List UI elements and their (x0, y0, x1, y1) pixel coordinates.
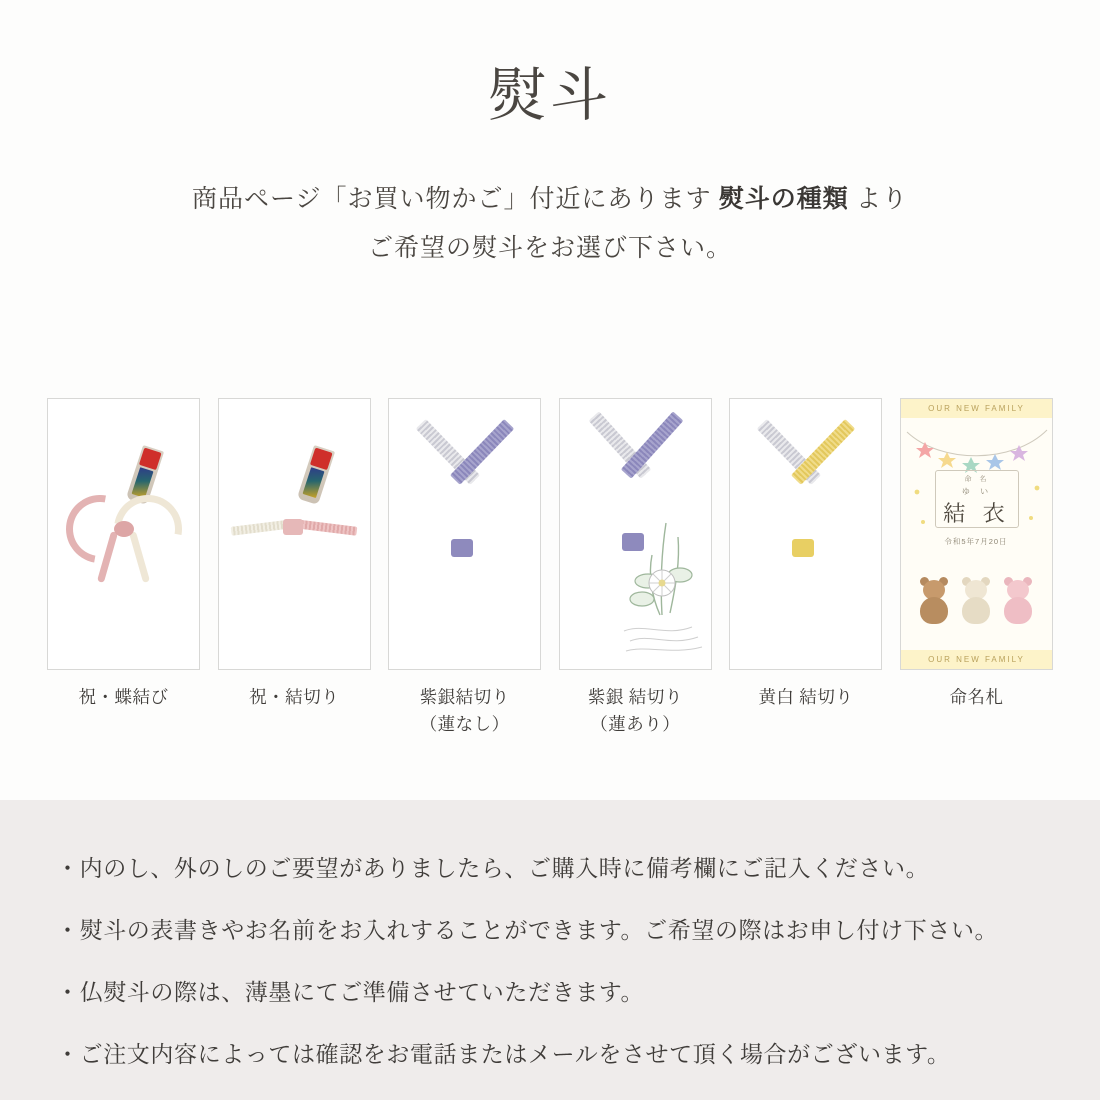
noshi-caption (588, 684, 683, 738)
mizuhiki-center-knot (792, 539, 814, 557)
lead-line-1-post: より (848, 186, 909, 213)
noshi-card-image (218, 398, 371, 670)
musubikiri-knot-icon (219, 399, 370, 669)
meimeifuda-name-frame (935, 470, 1019, 528)
musubikiri-knot-icon (389, 399, 540, 669)
bow-center-knot (114, 521, 134, 537)
lead-line-1-pre: 商品ページ「お買い物かご」付近にあります (191, 186, 719, 213)
noshi-card-image (559, 398, 712, 670)
noshi-sample-shigin-hasu-ari[interactable] (558, 398, 713, 738)
noshi-caption-line-2: （蓮あり） (590, 714, 681, 735)
noshi-caption (79, 684, 169, 711)
noshi-sample-list (46, 398, 1054, 738)
bear-pink (1001, 580, 1035, 624)
noshi-card-image (900, 398, 1053, 670)
noshi-caption-line-1: 黄白 結切り (758, 687, 854, 707)
mizuhiki-center-knot (451, 539, 473, 557)
bear-brown (917, 580, 951, 624)
noshi-caption-line-1: 紫銀結切り (419, 687, 510, 707)
note-item: ・熨斗の表書きやお名前をお入れすることができます。ご希望の際はお申し付け下さい。 (56, 917, 999, 943)
bow-knot-icon (64, 491, 184, 581)
noshi-sample-kiiro-shiro[interactable] (728, 398, 883, 738)
note-item: ・内のし、外のしのご要望がありましたら、ご購入時に備考欄にご記入ください。 (56, 856, 930, 881)
noshi-caption-line-2: （蓮なし） (419, 714, 510, 735)
meimeifuda-ribbon-bottom: OUR NEW FAMILY (901, 650, 1052, 669)
noshi-sample-iwai-musubikiri[interactable] (217, 398, 372, 738)
meimeifuda-label-top: 命 名 (964, 476, 990, 483)
meimeifuda-body (901, 418, 1052, 650)
noshi-caption-line-1: 祝・蝶結び (78, 687, 169, 707)
lead-line-1-strong: 熨斗の種類 (718, 186, 849, 213)
notes-section (0, 800, 1100, 1100)
noshi-caption-line-1: 紫銀 結切り (587, 687, 683, 707)
mizuhiki-v-right (791, 419, 855, 485)
noshi-sample-iwai-chomusubi[interactable] (46, 398, 201, 738)
note-item: ・仏熨斗の際は、薄墨にてご準備させていただきます。 (56, 979, 645, 1005)
noshi-caption-line-1: 祝・結切り (249, 687, 340, 707)
lead-text (0, 176, 1100, 274)
noshi-caption (758, 684, 853, 711)
noshi-caption-line-1: 命名札 (949, 687, 1004, 707)
noshi-sample-shigin-hasu-nashi[interactable] (387, 398, 542, 738)
meimeifuda-name: 結 衣 (943, 501, 1011, 526)
mizuhiki-v-right (450, 419, 514, 485)
bear-cream (959, 580, 993, 624)
mizuhiki-band-right (294, 519, 357, 535)
noshi-caption (249, 684, 339, 711)
teddy-bears-icon (917, 570, 1035, 624)
meimeifuda-ribbon-top: OUR NEW FAMILY (901, 399, 1052, 418)
note-item: ・ご注文内容によっては確認をお電話またはメールをさせて頂く場合がございます。 (56, 1041, 951, 1067)
noshi-card-image (388, 398, 541, 670)
lotus-flower-icon (622, 519, 708, 659)
lead-line-1 (0, 176, 1100, 225)
noshi-card-image (729, 398, 882, 670)
noshi-caption (949, 684, 1003, 711)
musubikiri-knot-icon (730, 399, 881, 669)
lead-line-2: ご希望の熨斗をお選び下さい。 (367, 234, 732, 262)
noshi-card-image (47, 398, 200, 670)
noshi-sample-meimeifuda[interactable] (899, 398, 1054, 738)
meimeifuda-card (901, 399, 1052, 669)
meimeifuda-yomi: ゆ い (961, 487, 993, 496)
mizuhiki-center-knot (283, 519, 303, 535)
meimeifuda-date: 令和5年7月20日 (944, 537, 1008, 546)
noshi-caption (420, 684, 510, 738)
page-title: 熨斗 (487, 63, 612, 128)
